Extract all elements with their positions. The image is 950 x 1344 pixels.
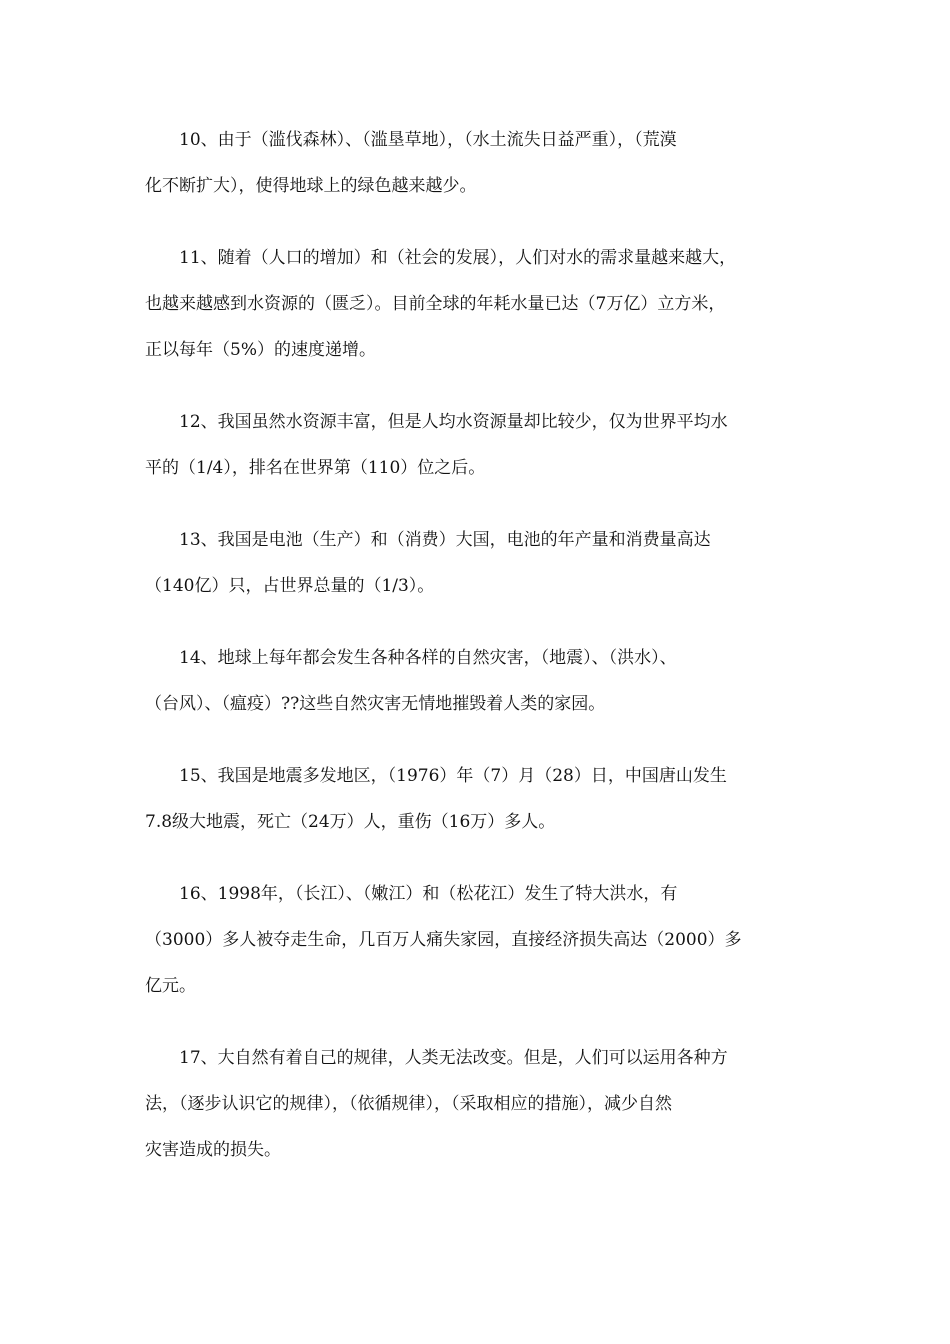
paragraph-line: 法，（逐步认识它的规律），（依循规律），（采取相应的措施），减少自然 [145, 1094, 672, 1114]
paragraph-line: 11、随着（人口的增加）和（社会的发展），人们对水的需求量越来越大， [179, 248, 737, 268]
document-body [145, 117, 810, 1199]
paragraph-line: 15、我国是地震多发地区，（1976）年（7）月（28）日，中国唐山发生 [179, 766, 727, 786]
paragraph-17 [145, 1035, 810, 1173]
paragraph-13 [145, 517, 810, 609]
paragraph-line: 7.8级大地震，死亡（24万）人，重伤（16万）多人。 [145, 812, 556, 832]
paragraph-line: 16、1998年，（长江）、（嫩江）和（松花江）发生了特大洪水，有 [179, 884, 678, 904]
paragraph-line: 17、大自然有着自己的规律，人类无法改变。但是，人们可以运用各种方 [179, 1048, 728, 1068]
paragraph-line: （3000）多人被夺走生命，几百万人痛失家园，直接经济损失高达（2000）多 [145, 930, 742, 950]
paragraph-15 [145, 753, 810, 845]
paragraph-11 [145, 235, 810, 373]
paragraph-line: 也越来越感到水资源的（匮乏）。目前全球的年耗水量已达（7万亿）立方米， [145, 294, 726, 314]
paragraph-line: 平的（1/4），排名在世界第（110）位之后。 [145, 458, 486, 478]
paragraph-line: 亿元。 [145, 976, 196, 996]
paragraph-line: 14、地球上每年都会发生各种各样的自然灾害，（地震）、（洪水）、 [179, 648, 677, 668]
paragraph-12 [145, 399, 810, 491]
paragraph-line: 灾害造成的损失。 [145, 1140, 281, 1160]
paragraph-line: （140亿）只，占世界总量的（1/3）。 [145, 576, 435, 596]
paragraph-line: 正以每年（5%）的速度递增。 [145, 340, 376, 360]
paragraph-line: 10、由于（滥伐森林）、（滥垦草地），（水土流失日益严重），（荒漠 [179, 130, 677, 150]
paragraph-16 [145, 871, 810, 1009]
paragraph-line: 12、我国虽然水资源丰富，但是人均水资源量却比较少，仅为世界平均水 [179, 412, 728, 432]
paragraph-line: 13、我国是电池（生产）和（消费）大国，电池的年产量和消费量高达 [179, 530, 711, 550]
paragraph-14 [145, 635, 810, 727]
paragraph-line: 化不断扩大），使得地球上的绿色越来越少。 [145, 176, 477, 196]
paragraph-10 [145, 117, 810, 209]
paragraph-line: （台风）、（瘟疫）??这些自然灾害无情地摧毁着人类的家园。 [145, 694, 606, 714]
